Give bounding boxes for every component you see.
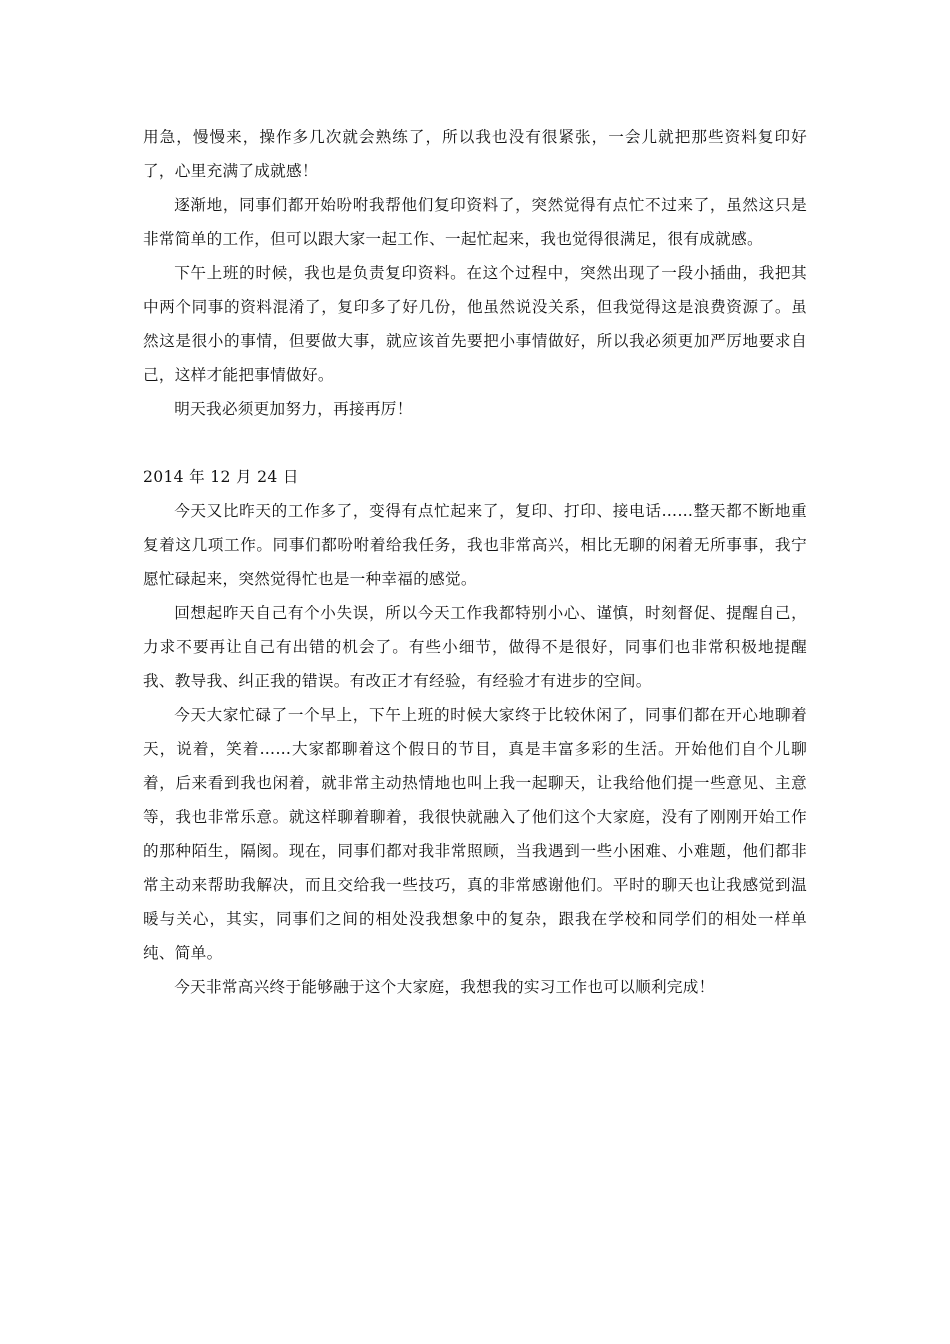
paragraph-closing: 今天非常高兴终于能够融于这个大家庭，我想我的实习工作也可以顺利完成！ xyxy=(174,978,715,996)
paragraph-continuation: 用急，慢慢来，操作多几次就会熟练了，所以我也没有很紧张，一会儿就把那些资料复印好了，心里充满了成就感！ xyxy=(143,128,807,180)
paragraph-afternoon-episode: 下午上班的时候，我也是负责复印资料。在这个过程中，突然出现了一段小插曲，我把其中两个同事的资料混淆了，复印多了好几份，他虽然说没关系，但我觉得这是浪费资源了。虽然这是很小的事情，但要做大事，就应该首先要把小事情做好，所以我必须更加严厉地要求自己，这样才能把事情做好。 xyxy=(143,264,807,384)
paragraph-colleagues-chat: 今天大家忙碌了一个早上，下午上班的时候大家终于比较休闲了，同事们都在开心地聊着天，说着，笑着……大家都聊着这个假日的节目，真是丰富多彩的生活。开始他们自个儿聊着，后来看到我也闲着，就非常主动热情地也叫上我一起聊天，让我给他们提一些意见、主意等，我也非常乐意。就这样聊着聊着，我很快就融入了他们这个大家庭，没有了刚刚开始工作的那种陌生，隔阂。现在，同事们都对我非常照顾，当我遇到一些小困难、小难题，他们都非常主动来帮助我解决，而且交给我一些技巧，真的非常感谢他们。平时的聊天也让我感觉到温暖与关心，其实，同事们之间的相处没我想象中的复杂，跟我在学校和同学们的相处一样单纯、简单。 xyxy=(143,706,807,962)
paragraph-copying-tasks: 逐渐地，同事们都开始吩咐我帮他们复印资料了，突然觉得有点忙不过来了，虽然这只是非常简单的工作，但可以跟大家一起工作、一起忙起来，我也觉得很满足，很有成就感。 xyxy=(143,196,807,248)
paragraph-resolution: 明天我必须更加努力，再接再厉！ xyxy=(174,400,413,418)
paragraph-busier-day: 今天又比昨天的工作多了，变得有点忙起来了，复印、打印、接电话……整天都不断地重复着这几项工作。同事们都吩咐着给我任务，我也非常高兴，相比无聊的闲着无所事事，我宁愿忙碌起来，突然觉得忙也是一种幸福的感觉。 xyxy=(143,502,807,588)
paragraph-careful-work: 回想起昨天自己有个小失误，所以今天工作我都特别小心、谨慎，时刻督促、提醒自己，力求不要再让自己有出错的机会了。有些小细节，做得不是很好，同事们也非常积极地提醒我、教导我、纠正我的错误。有改正才有经验，有经验才有进步的空间。 xyxy=(143,604,807,690)
document-page xyxy=(143,120,807,1004)
entry-date: 2014 年 12 月 24 日 xyxy=(143,468,299,486)
